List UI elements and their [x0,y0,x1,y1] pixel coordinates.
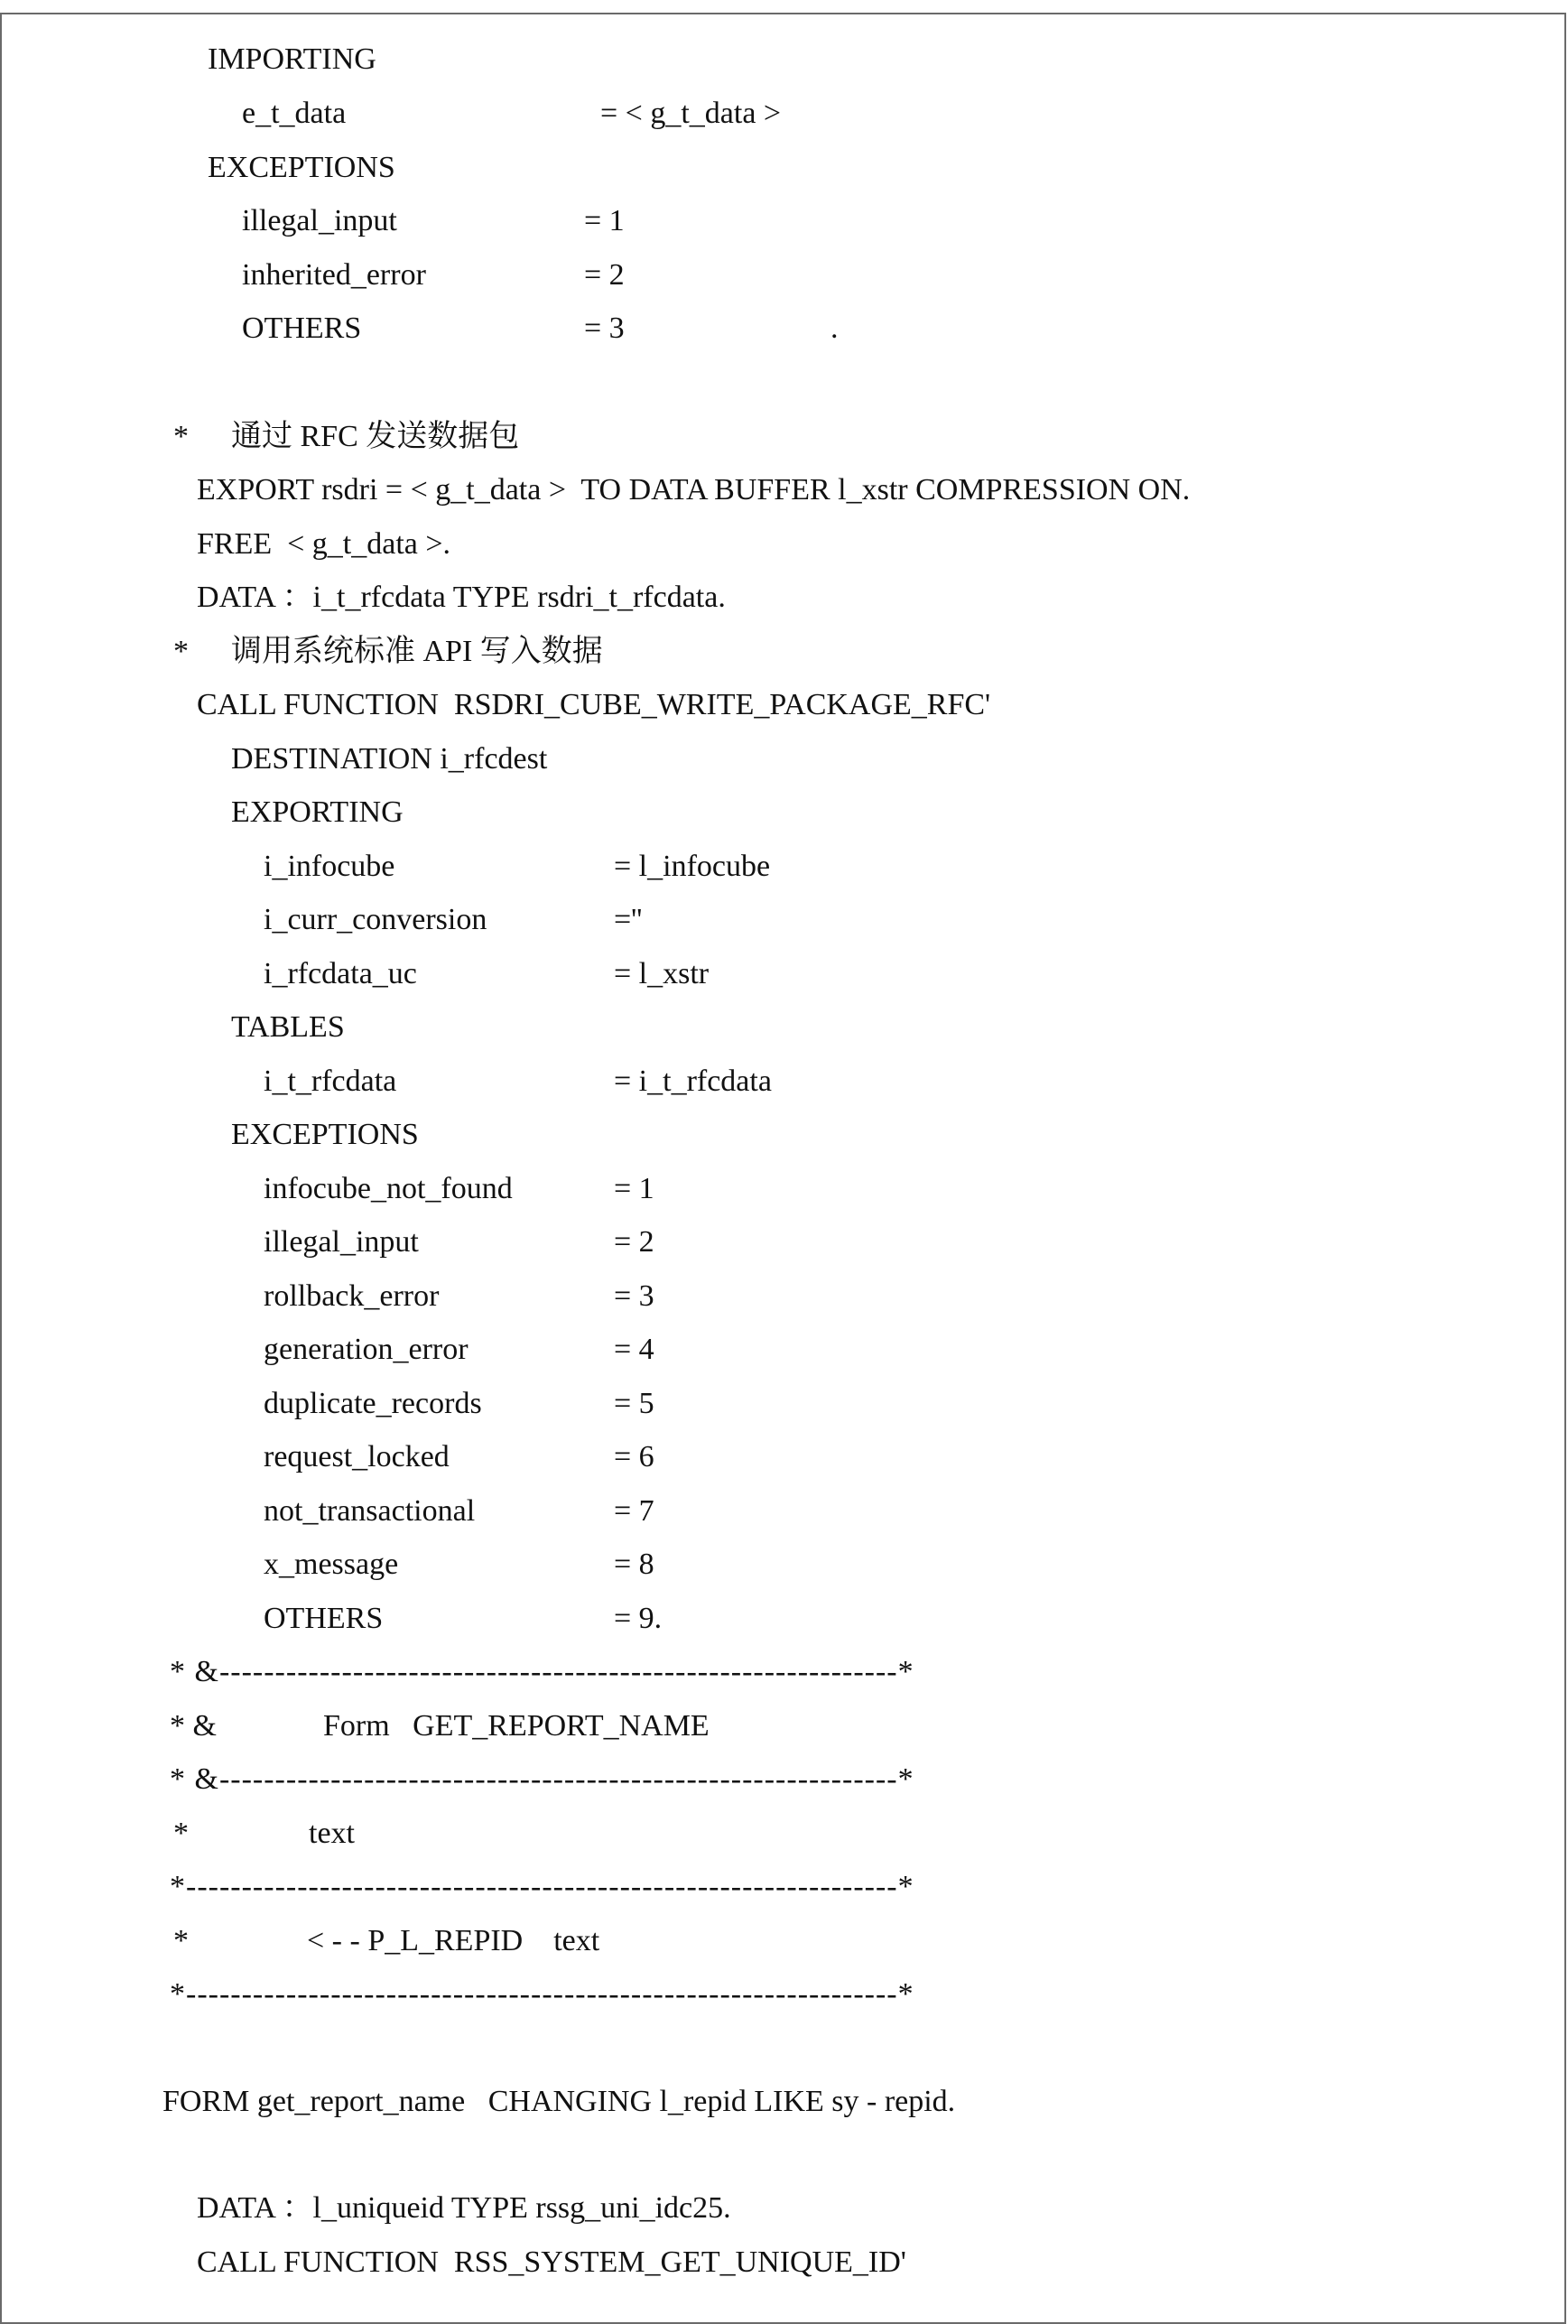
comment-marker: * [173,420,189,453]
code-value: = 3 [584,311,625,345]
code-value: = l_xstr [614,957,710,990]
code-value: = 8 [614,1548,654,1581]
code-param: OTHERS [264,1602,384,1635]
code-value: = < g_t_data > [600,97,782,130]
code-line: FREE < g_t_data >. [197,527,451,561]
code-value: = 2 [584,258,625,292]
comment-marker: * [173,1817,189,1850]
code-value: = 1 [614,1172,654,1205]
code-param: e_t_data [242,97,347,130]
code-param: request_locked [264,1440,450,1473]
code-value: = 5 [614,1387,654,1420]
code-line: EXCEPTIONS [208,151,395,184]
code-param: i_rfcdata_uc [264,957,417,990]
form-header-title: Form GET_REPORT_NAME [323,1709,710,1743]
code-line: CALL FUNCTION RSS_SYSTEM_GET_UNIQUE_ID' [197,2245,906,2279]
comment-marker: * [173,1924,189,1957]
code-line: TABLES [231,1010,345,1044]
code-line: DATA ：i_t_rfcdata TYPE rsdri_t_rfcdata. [197,581,726,614]
code-value: = i_t_rfcdata [614,1064,772,1098]
comment-divider: * &-------------------------------------------------------------* [170,1762,914,1796]
code-param: rollback_error [264,1279,440,1313]
code-param: i_infocube [264,850,395,883]
code-param: illegal_input [242,204,397,237]
code-line: EXCEPTIONS [231,1118,419,1151]
code-param: duplicate_records [264,1387,482,1420]
code-value: ='' [614,903,643,936]
code-param: inherited_error [242,258,426,292]
code-param: x_message [264,1548,399,1581]
comment-text: 调用系统标准 API 写入数据 [231,635,603,668]
code-param: i_curr_conversion [264,903,487,936]
code-value: = 6 [614,1440,654,1473]
code-value: = 1 [584,204,625,237]
code-line: FORM get_report_name CHANGING l_repid LIKE sy - repid. [162,2085,956,2118]
comment-text: text [309,1817,355,1850]
code-line: CALL FUNCTION RSDRI_CUBE_WRITE_PACKAGE_RFC' [197,688,991,721]
comment-divider: *----------------------------------------------------------------* [170,1870,914,1903]
comment-text: < - - P_L_REPID text [307,1924,600,1957]
code-value: = 3 [614,1279,654,1313]
code-period: . [830,311,839,345]
code-value: = 9. [614,1602,663,1635]
code-param: OTHERS [242,311,362,345]
code-value: = 7 [614,1494,654,1528]
code-param: generation_error [264,1333,469,1366]
code-line: DATA ：l_uniqueid TYPE rssg_uni_idc25. [197,2191,731,2225]
code-line: EXPORTING [231,795,404,829]
code-param: not_transactional [264,1494,476,1528]
code-line: IMPORTING [208,42,376,76]
comment-divider: *----------------------------------------------------------------* [170,1977,914,2011]
comment-marker: * & [170,1709,217,1743]
code-value: = l_infocube [614,850,771,883]
code-param: i_t_rfcdata [264,1064,397,1098]
code-value: = 2 [614,1225,654,1259]
comment-text: 通过 RFC 发送数据包 [231,420,520,453]
code-param: illegal_input [264,1225,419,1259]
code-value: = 4 [614,1333,654,1366]
code-param: infocube_not_found [264,1172,513,1205]
comment-divider: * &-------------------------------------------------------------* [170,1655,914,1688]
code-line: DESTINATION i_rfcdest [231,742,548,776]
code-line: EXPORT rsdri = < g_t_data > TO DATA BUFFER l_xstr COMPRESSION ON. [197,473,1191,507]
comment-marker: * [173,635,189,668]
